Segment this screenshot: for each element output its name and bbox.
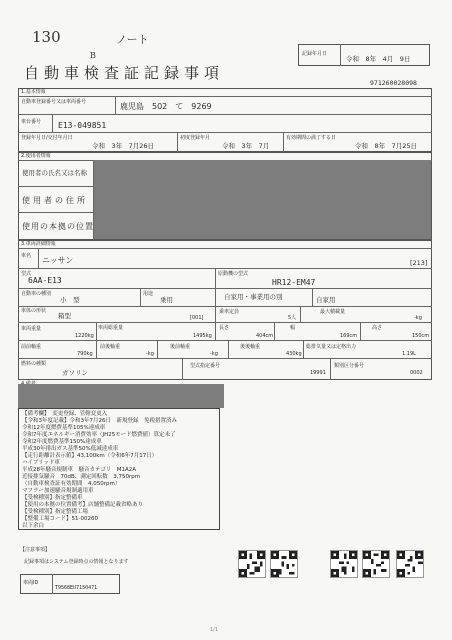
body-label: 車体の形状 xyxy=(21,308,47,314)
remark-line: 【受検種別】指定整備車 xyxy=(22,495,83,501)
handwritten-letter: B xyxy=(90,51,96,60)
remark-line: 令和2年度燃費基準150%達成車 xyxy=(22,439,102,445)
base-location-label: 使用の本拠の位置 xyxy=(22,222,94,231)
expiry-label: 有効期間の満了する日 xyxy=(286,135,337,141)
weight-value: 1220kg xyxy=(75,333,94,339)
handwritten-number: 130 xyxy=(32,28,61,46)
body-code: [001] xyxy=(190,315,204,321)
model-label: 型式 xyxy=(21,271,32,277)
page-footer-text: 1/1 xyxy=(210,627,219,633)
handwritten-note: ノート xyxy=(116,33,149,46)
section3-label: 3.車両詳細情報 xyxy=(21,241,56,247)
gross-weight-value: 1495kg xyxy=(193,333,212,339)
width-value: 169cm xyxy=(340,333,358,339)
qr-code-4 xyxy=(362,550,390,578)
first-reg-label: 登録年月日/交付年月日 xyxy=(21,135,73,141)
remark-line: 【受検種別】指定整備工場 xyxy=(22,509,89,515)
rear-front-axle-label: 後前軸重 xyxy=(170,344,191,350)
section1-label: 1.基本情報 xyxy=(21,89,46,95)
kind-value: 小 型 xyxy=(60,296,80,304)
remark-line: マフラー加速騒音規制適用車 xyxy=(22,488,94,494)
expiry-value: 令和 8年 7月25日 xyxy=(355,142,418,150)
qr-code-5 xyxy=(396,550,424,578)
remark-line: ハイブリッド車 xyxy=(22,460,60,466)
remark-line: 【走行距離計表示値】43,100km（令和6年7月17日） xyxy=(22,453,158,459)
document-number: 971260028098 xyxy=(370,79,417,87)
reg-number-value: 鹿児島 502 て 9269 xyxy=(120,102,212,111)
recorded-date-label: 記録年月日 xyxy=(302,51,328,57)
displacement-label: 総排気量又は定格出力 xyxy=(306,344,357,350)
first-year-value: 令和 3年 7月 xyxy=(222,142,270,150)
front-axle-label: 前前軸重 xyxy=(21,344,42,350)
remark-line: 【使用の本拠の位置備考】店舗整備記載省略あり xyxy=(22,502,144,508)
remark-line: 【備考欄】 変更登録、管轄変更入 xyxy=(22,411,108,417)
reg-number-label: 自動車登録番号又は車両番号 xyxy=(21,99,87,105)
model-value: 6AA-E13 xyxy=(28,276,62,285)
remark-line: 以下余白 xyxy=(22,523,45,529)
chassis-label: 車台番号 xyxy=(21,119,42,125)
engine-value: HR12-EM47 xyxy=(272,278,316,287)
fuel-label: 燃料の種類 xyxy=(21,361,47,367)
remark-line: 【令和3年度記載】令和3年7月26日 新規登録 免税措置済み xyxy=(22,418,177,424)
notes-text: 記録事項はシステム登録時点の情報となります xyxy=(24,559,129,565)
user-address-label: 使用者の住所 xyxy=(22,196,88,205)
rear-axle-label: 後後軸重 xyxy=(240,344,261,350)
redacted-user-info xyxy=(94,160,431,239)
use-label: 用途 xyxy=(143,291,154,297)
front-rear-axle-value: -kg xyxy=(146,351,154,357)
capacity-value: 5人 xyxy=(288,315,297,321)
height-value: 150cm xyxy=(412,333,430,339)
remark-line: （自動車検査証有効期間 4,050rpm） xyxy=(22,481,121,487)
weight-label: 車両重量 xyxy=(21,326,42,332)
maker-code: [213] xyxy=(410,259,428,267)
front-axle-value: 790kg xyxy=(77,351,93,357)
gross-weight-label: 車両総重量 xyxy=(98,325,124,331)
maker-label: 車名 xyxy=(21,253,32,259)
height-label: 高さ xyxy=(372,325,383,331)
document-title: 自動車検査証記録事項 xyxy=(24,64,225,82)
redacted-remarks-header xyxy=(18,384,224,408)
rear-axle-value: 430kg xyxy=(286,351,302,357)
qr-code-1 xyxy=(238,550,266,578)
vehicle-id-value: T9568EU7150471 xyxy=(55,585,98,591)
front-rear-axle-label: 前後軸重 xyxy=(100,344,121,350)
qr-code-2 xyxy=(270,550,298,578)
first-reg-value: 令和 3年 7月26日 xyxy=(92,142,155,150)
width-label: 幅 xyxy=(290,325,296,331)
remark-line: 令和7年度エネルギー消費効率（JH25モード燃費値）算定未了 xyxy=(22,432,176,438)
engine-label: 原動機の型式 xyxy=(218,271,249,277)
fuel-value: ガソリン xyxy=(62,369,88,377)
length-label: 長さ xyxy=(219,325,230,331)
remark-line: 【整備工場コード】51-00260 xyxy=(22,516,98,522)
user-name-label: 使用者の氏名又は名称 xyxy=(22,169,87,177)
max-load-value: -kg xyxy=(414,315,422,321)
displacement-value: 1.19L xyxy=(402,351,416,357)
chassis-value: E13-049851 xyxy=(58,121,107,130)
maker-value: ニッサン xyxy=(42,256,74,265)
type-number-value: 19991 xyxy=(310,370,326,376)
vehicle-id-label: 車両ID xyxy=(23,580,39,586)
class-number-value: 0002 xyxy=(410,370,423,376)
purpose-value: 自家用 xyxy=(316,296,336,304)
body-value: 箱型 xyxy=(58,312,71,320)
purpose-label: 自家用・事業用の別 xyxy=(224,293,283,301)
qr-code-3 xyxy=(330,550,358,578)
length-value: 404cm xyxy=(256,333,274,339)
notes-label: 【注意事項】 xyxy=(20,547,51,553)
first-year-label: 初度登録年月 xyxy=(180,135,211,141)
type-number-label: 型式指定番号 xyxy=(190,363,221,369)
remark-line: 平成28年騒音規制車 騒音カテゴリ M1A2A xyxy=(22,467,137,473)
rear-front-axle-value: -kg xyxy=(210,351,218,357)
section2-label: 2.使用者情報 xyxy=(21,153,51,159)
remark-line: 平成30年排出ガス基準50%低減達成車 xyxy=(22,446,119,452)
use-value: 乗用 xyxy=(160,296,173,304)
class-number-label: 類別区分番号 xyxy=(334,363,365,369)
recorded-date-value: 令和 8年 4月 9日 xyxy=(346,55,411,63)
kind-label: 自動車の種別 xyxy=(21,291,52,297)
capacity-label: 乗車定員 xyxy=(219,309,240,315)
max-load-label: 最大積載量 xyxy=(320,309,346,315)
remark-line: 令和12年度燃費基準105%達成車 xyxy=(22,425,106,431)
remark-line: 近接排気騒音 70dB、測定回転数 3,750rpm xyxy=(22,474,141,480)
remarks-box xyxy=(18,408,220,530)
